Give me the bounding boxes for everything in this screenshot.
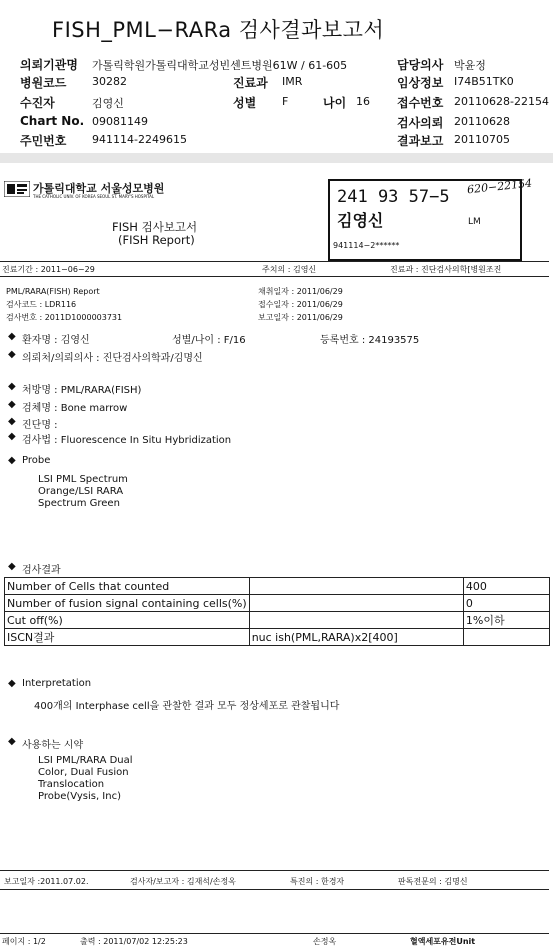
report-title: FISH 검사보고서 (112, 220, 198, 234)
registration-line: 등록번호 : 24193575 (320, 335, 420, 346)
printed-by: 손정옥 (313, 937, 337, 946)
institution-value: 가톨릭학원가톨릭대학교성빈센트병원61W / 61-605 (92, 59, 348, 72)
meta-collect-date: 채취일자 : 2011/06/29 (258, 287, 343, 296)
patient-label: 수진자 (20, 96, 55, 110)
footer-reviewer: 판독전문의 : 김명신 (398, 877, 468, 886)
doctor-value: 박윤정 (454, 59, 486, 72)
meta-report-date: 보고일자 : 2011/06/29 (258, 313, 343, 322)
receipt-label: 접수번호 (397, 96, 444, 110)
divider-line (0, 261, 549, 262)
reagent-line: LSI PML/RARA Dual (38, 755, 133, 766)
meta-test-number: 검사번호 : 2011D1000003731 (6, 313, 123, 322)
table-cell: Cut off(%) (5, 612, 250, 629)
chart-value: 09081149 (92, 115, 148, 128)
reagent-label: 사용하는 시약 (22, 740, 84, 751)
sex-age-line: 성별/나이 : F/16 (172, 335, 246, 346)
table-cell: nuc ish(PML,RARA)x2[400] (249, 629, 463, 646)
reagent-line: Translocation (38, 779, 105, 790)
clinical-value: I74B51TK0 (454, 75, 514, 88)
order-name: 처방명 : PML/RARA(FISH) (22, 385, 142, 396)
stamp-handwriting: 620−22154 (466, 176, 533, 197)
probe-line: Orange/LSI RARA (38, 486, 124, 497)
department: 진료과 : 진단검사의학[병원조진 (390, 265, 502, 274)
divider-line (0, 870, 549, 871)
diagnosis-name: 진단명 : (22, 420, 58, 431)
interpretation-label: Interpretation (22, 678, 92, 689)
diamond-bullet: ◆ (8, 678, 16, 689)
footer-report-date: 보고일자 :2011.07.02. (4, 877, 89, 886)
table-row (5, 612, 550, 629)
report-subtitle: (FISH Report) (118, 233, 195, 247)
diamond-bullet: ◆ (8, 736, 16, 747)
divider-line (0, 889, 549, 890)
stamp-code: LM (468, 217, 481, 227)
diamond-bullet: ◆ (8, 381, 16, 392)
diamond-bullet: ◆ (8, 331, 16, 342)
result-date-label: 결과보고 (397, 134, 444, 148)
diamond-bullet: ◆ (8, 561, 16, 572)
probe-line: Spectrum Green (38, 498, 120, 509)
table-row (5, 629, 550, 646)
table-cell (249, 612, 463, 629)
table-cell (463, 629, 549, 646)
meta-receive-date: 접수일자 : 2011/06/29 (258, 300, 343, 309)
hospital-name: 가톨릭대학교 서울성모병원 (33, 182, 165, 195)
meta-test-code: 검사코드 : LDR116 (6, 300, 77, 309)
results-table (4, 577, 550, 646)
referral-line: 의뢰처/의뢰의사 : 진단검사의학과/김명신 (22, 353, 203, 364)
age-label: 나이 (323, 96, 347, 110)
institution-label: 의뢰기관명 (20, 58, 78, 72)
meta-report-name: PML/RARA(FISH) Report (6, 287, 100, 296)
table-cell (249, 595, 463, 612)
result-date-value: 20110705 (454, 133, 510, 146)
reagent-line: Color, Dual Fusion (38, 767, 129, 778)
divider-line (0, 276, 549, 277)
dept-label: 진료과 (233, 76, 268, 90)
lab-unit: 혈액세포유전Unit (410, 937, 476, 946)
diamond-bullet: ◆ (8, 399, 16, 410)
stamp-number: 241 93 57−5 (337, 187, 450, 207)
age-value: 16 (356, 95, 370, 108)
table-cell: ISCN결과 (5, 629, 250, 646)
receipt-value: 20110628-22154 (454, 95, 549, 108)
hospital-code-value: 30282 (92, 75, 127, 88)
reagent-line: Probe(Vysis, Inc) (38, 791, 121, 802)
document-title: FISH_PML−RARa 검사결과보고서 (52, 18, 385, 42)
table-cell (249, 578, 463, 595)
page-number: 페이지 : 1/2 (2, 937, 46, 946)
test-method: 검사법 : Fluorescence In Situ Hybridization (22, 435, 232, 446)
diamond-bullet: ◆ (8, 431, 16, 442)
print-time: 출력 : 2011/07/02 12:25:23 (80, 937, 188, 946)
request-value: 20110628 (454, 115, 510, 128)
table-cell: 0 (463, 595, 549, 612)
request-label: 검사의뢰 (397, 116, 444, 130)
footer-special-doctor: 특진의 : 한경자 (290, 877, 345, 886)
table-row (5, 595, 550, 612)
attending-physician: 주치의 : 김영신 (262, 265, 317, 274)
specimen-name: 검체명 : Bone marrow (22, 403, 128, 414)
chart-label: Chart No. (20, 114, 85, 128)
table-cell: Number of fusion signal containing cells(%) (5, 595, 250, 612)
table-cell: 400 (463, 578, 549, 595)
diamond-bullet: ◆ (8, 349, 16, 360)
patient-value: 김영신 (92, 97, 124, 110)
diamond-bullet: ◆ (8, 455, 16, 466)
visit-period: 진료기간 : 2011−06−29 (2, 265, 95, 274)
dept-value: IMR (282, 75, 303, 88)
interpretation-text: 400개의 Interphase cell을 관찰한 결과 모두 정상세포로 관찰됩니다 (34, 701, 340, 712)
hospital-subtitle: THE CATHOLIC UNIV. OF KOREA SEOUL ST. MARY'S HOSPITAL (33, 194, 155, 199)
diamond-bullet: ◆ (8, 416, 16, 427)
table-cell: 1%이하 (463, 612, 549, 629)
sex-label: 성별 (233, 96, 257, 110)
clinical-label: 임상정보 (397, 76, 444, 90)
hospital-code-label: 병원코드 (20, 76, 67, 90)
doctor-label: 담당의사 (397, 58, 444, 72)
probe-label: Probe (22, 455, 51, 466)
rrn-label: 주민번호 (20, 134, 67, 148)
footer-reporter: 검사자/보고자 : 김재석/손정옥 (130, 877, 236, 886)
rrn-value: 941114-2249615 (92, 133, 187, 146)
results-label: 검사결과 (22, 565, 61, 576)
sex-value: F (282, 95, 289, 108)
table-row (5, 578, 550, 595)
stamp-name: 김영신 (337, 211, 384, 230)
hospital-logo-icon (4, 181, 30, 197)
patient-name-line: 환자명 : 김영신 (22, 335, 90, 346)
stamp-rrn: 941114−2****** (333, 241, 400, 250)
divider-line (0, 933, 549, 934)
table-cell: Number of Cells that counted (5, 578, 250, 595)
scanned-report (0, 163, 553, 949)
probe-line: LSI PML Spectrum (38, 474, 128, 485)
